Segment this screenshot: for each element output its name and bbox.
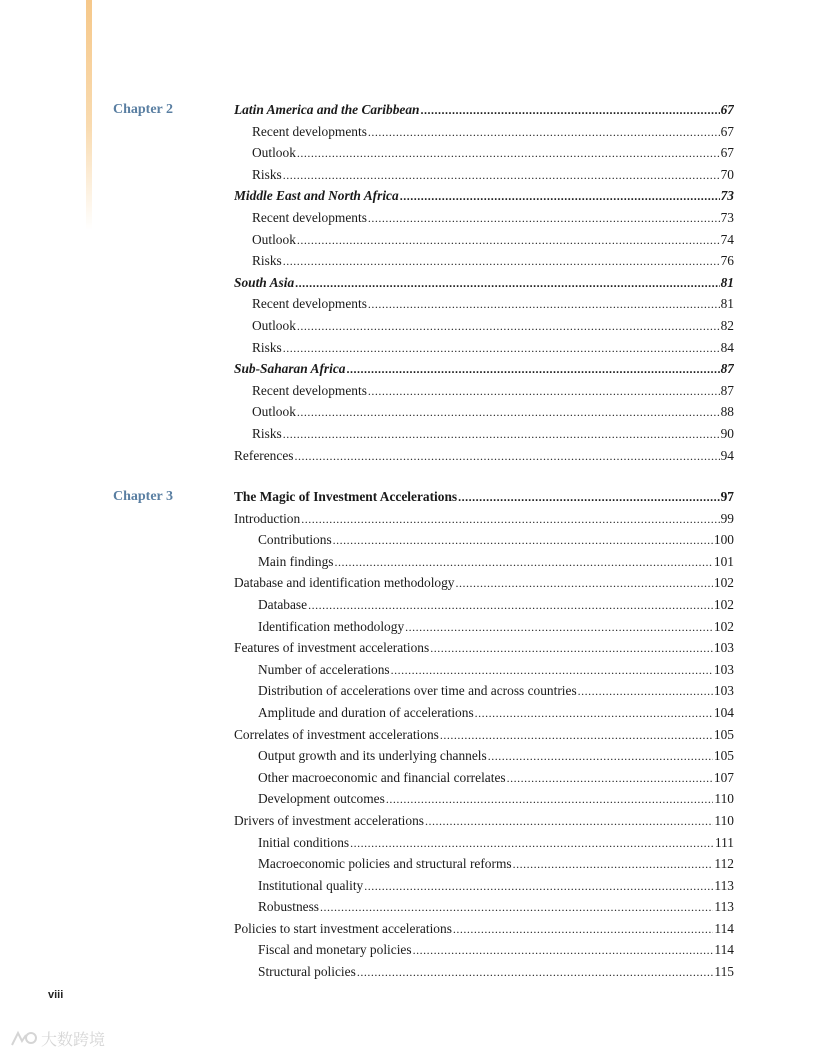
toc-dot-leader [350, 833, 714, 854]
toc-dot-leader [456, 573, 713, 594]
toc-dot-leader [488, 746, 713, 767]
toc-entry-title: Introduction [234, 510, 301, 526]
toc-dot-leader [297, 230, 720, 251]
toc-entry-title: Identification methodology [258, 618, 405, 634]
toc-entry-title: Outlook [252, 317, 296, 333]
toc-entry[interactable] [234, 853, 734, 875]
toc-entry-title: Fiscal and monetary policies [258, 942, 412, 958]
toc-entry[interactable] [234, 185, 734, 207]
toc-entry[interactable] [234, 767, 734, 789]
toc-entry[interactable] [234, 358, 734, 380]
toc-entry[interactable] [234, 315, 734, 337]
toc-dot-leader [294, 446, 719, 467]
toc-entry[interactable] [234, 121, 734, 143]
toc-entry[interactable] [234, 142, 734, 164]
toc-dot-leader [386, 789, 714, 810]
toc-entry-title: Risks [252, 425, 282, 441]
toc-entry-title: Distribution of accelerations over time and across countries [258, 683, 577, 699]
toc-entry[interactable] [234, 637, 734, 659]
toc-dot-leader [347, 359, 720, 380]
toc-dot-leader [440, 725, 713, 746]
toc-dot-leader [364, 876, 713, 897]
toc-entry-page: 99 [720, 510, 734, 526]
chapter-3-toc [234, 486, 734, 983]
toc-entry-page: 94 [720, 447, 734, 463]
toc-entry-title: Macroeconomic policies and structural reforms [258, 856, 512, 872]
watermark [8, 1027, 105, 1050]
toc-entry[interactable] [234, 875, 734, 897]
toc-entry-title: Main findings [258, 553, 334, 569]
toc-dot-leader [368, 208, 720, 229]
toc-entry[interactable] [234, 961, 734, 983]
toc-dot-leader [578, 681, 713, 702]
toc-entry[interactable] [234, 572, 734, 594]
toc-entry[interactable] [234, 380, 734, 402]
toc-dot-leader [357, 962, 714, 983]
toc-entry-page: 110 [714, 812, 734, 828]
watermark-logo-icon [8, 1029, 38, 1049]
toc-dot-leader [400, 186, 720, 207]
toc-entry-title: Latin America and the Caribbean [234, 102, 420, 117]
toc-entry[interactable] [234, 207, 734, 229]
toc-entry[interactable] [234, 616, 734, 638]
toc-entry-title: Other macroeconomic and financial correlates [258, 769, 506, 785]
toc-entry-page: 114 [714, 942, 734, 958]
toc-entry-page: 107 [713, 769, 734, 785]
toc-entry-page: 87 [720, 382, 734, 398]
toc-entry[interactable] [234, 680, 734, 702]
watermark-text: 大数跨境 [41, 1030, 106, 1049]
toc-dot-leader [283, 251, 720, 272]
toc-entry-page: 81 [720, 274, 734, 290]
toc-entry-page: 110 [714, 791, 734, 807]
toc-entry-page: 88 [720, 404, 734, 420]
toc-entry-title: Development outcomes [258, 791, 385, 807]
toc-entry-page: 84 [720, 339, 734, 355]
toc-dot-leader [421, 100, 720, 121]
toc-dot-leader [368, 381, 720, 402]
toc-dot-leader [283, 424, 720, 445]
toc-dot-leader [333, 530, 713, 551]
toc-entry[interactable] [234, 229, 734, 251]
toc-dot-leader [297, 402, 720, 423]
toc-entry-page: 102 [713, 618, 734, 634]
toc-entry-page: 73 [720, 188, 734, 204]
toc-entry-title: Risks [252, 166, 282, 182]
toc-entry-page: 73 [720, 209, 734, 225]
toc-entry-title: Sub-Saharan Africa [234, 361, 346, 377]
toc-dot-leader [283, 338, 720, 359]
toc-entry-title: Recent developments [252, 296, 367, 312]
toc-entry-title: Policies to start investment accelerations [234, 920, 452, 936]
toc-entry-title: Institutional quality [258, 877, 364, 893]
toc-entry[interactable] [234, 99, 734, 121]
chapter-3-label: Chapter 3 [113, 489, 174, 504]
toc-entry-title: References [234, 447, 294, 463]
toc-entry-title: Recent developments [252, 123, 367, 139]
toc-entry-page: 81 [720, 296, 734, 312]
toc-entry-page: 103 [713, 661, 734, 677]
toc-entry[interactable] [234, 486, 734, 508]
toc-dot-leader [413, 940, 714, 961]
toc-entry-title: Features of investment accelerations [234, 640, 430, 656]
toc-dot-leader [458, 487, 719, 508]
toc-entry-page: 114 [714, 920, 734, 936]
toc-entry[interactable] [234, 423, 734, 445]
accent-bar [86, 0, 92, 230]
toc-entry-page: 113 [714, 899, 734, 915]
toc-entry-page: 82 [720, 317, 734, 333]
toc-entry-title: Drivers of investment accelerations [234, 812, 424, 828]
toc-entry-title: Robustness [258, 899, 320, 915]
toc-dot-leader [308, 595, 713, 616]
toc-entry-title: Correlates of investment accelerations [234, 726, 439, 742]
toc-entry-page: 105 [713, 726, 734, 742]
toc-entry-page: 100 [713, 532, 734, 548]
toc-entry-title: Outlook [252, 404, 296, 420]
chapter-2-toc [234, 99, 734, 466]
toc-entry[interactable] [234, 896, 734, 918]
toc-dot-leader [513, 854, 714, 875]
toc-entry[interactable] [234, 529, 734, 551]
toc-entry-title: Recent developments [252, 209, 367, 225]
toc-entry-page: 113 [714, 877, 734, 893]
toc-entry-title: Recent developments [252, 382, 367, 398]
toc-entry-title: Contributions [258, 532, 332, 548]
chapter-2-label: Chapter 2 [113, 102, 174, 117]
page-number: viii [48, 989, 64, 1001]
toc-dot-leader [368, 122, 720, 143]
toc-entry[interactable] [234, 293, 734, 315]
toc-entry-title: Risks [252, 253, 282, 269]
toc-entry[interactable] [234, 939, 734, 961]
toc-dot-leader [320, 897, 713, 918]
toc-entry-page: 67 [720, 123, 734, 139]
toc-entry-page: 97 [720, 489, 734, 504]
toc-entry-title: Amplitude and duration of accelerations [258, 704, 474, 720]
toc-entry-page: 103 [713, 640, 734, 656]
toc-dot-leader [368, 294, 720, 315]
toc-dot-leader [283, 165, 720, 186]
toc-dot-leader [295, 273, 719, 294]
toc-entry-page: 70 [720, 166, 734, 182]
toc-entry-page: 111 [714, 834, 734, 850]
toc-entry[interactable] [234, 594, 734, 616]
toc-dot-leader [430, 638, 713, 659]
toc-entry[interactable] [234, 810, 734, 832]
toc-dot-leader [507, 768, 713, 789]
toc-entry[interactable] [234, 508, 734, 530]
toc-dot-leader [297, 316, 720, 337]
toc-entry-page: 104 [713, 704, 734, 720]
toc-entry[interactable] [234, 702, 734, 724]
toc-entry-title: South Asia [234, 274, 295, 290]
toc-entry-title: The Magic of Investment Accelerations [234, 489, 458, 504]
toc-entry[interactable] [234, 337, 734, 359]
toc-dot-leader [391, 660, 713, 681]
toc-entry-title: Database [258, 596, 308, 612]
toc-dot-leader [335, 552, 713, 573]
toc-entry-page: 90 [720, 425, 734, 441]
toc-entry-page: 105 [713, 748, 734, 764]
toc-entry-page: 67 [720, 102, 734, 117]
toc-entry-page: 74 [720, 231, 734, 247]
toc-entry[interactable] [234, 788, 734, 810]
toc-entry-title: Structural policies [258, 964, 356, 980]
toc-entry-title: Outlook [252, 145, 296, 161]
toc-entry-title: Risks [252, 339, 282, 355]
toc-entry[interactable] [234, 659, 734, 681]
toc-entry-title: Database and identification methodology [234, 575, 455, 591]
toc-entry-page: 112 [714, 856, 734, 872]
toc-entry[interactable] [234, 445, 734, 467]
toc-entry-page: 76 [720, 253, 734, 269]
toc-entry[interactable] [234, 250, 734, 272]
toc-dot-leader [297, 143, 720, 164]
toc-entry[interactable] [234, 724, 734, 746]
toc-entry-page: 115 [714, 964, 734, 980]
toc-entry[interactable] [234, 918, 734, 940]
toc-dot-leader [425, 811, 713, 832]
toc-entry[interactable] [234, 551, 734, 573]
toc-entry-page: 103 [713, 683, 734, 699]
toc-dot-leader [301, 509, 719, 530]
toc-entry-page: 102 [713, 575, 734, 591]
toc-entry-title: Middle East and North Africa [234, 188, 399, 204]
toc-entry[interactable] [234, 745, 734, 767]
toc-entry-title: Output growth and its underlying channels [258, 748, 487, 764]
toc-entry[interactable] [234, 832, 734, 854]
toc-entry[interactable] [234, 272, 734, 294]
toc-entry-title: Outlook [252, 231, 296, 247]
toc-dot-leader [405, 617, 713, 638]
toc-entry-title: Number of accelerations [258, 661, 390, 677]
toc-dot-leader [453, 919, 714, 940]
toc-entry[interactable] [234, 164, 734, 186]
toc-entry-page: 102 [713, 596, 734, 612]
toc-dot-leader [475, 703, 713, 724]
toc-entry-page: 87 [720, 361, 734, 377]
toc-entry-page: 101 [713, 553, 734, 569]
toc-entry-title: Initial conditions [258, 834, 350, 850]
toc-entry-page: 67 [720, 145, 734, 161]
toc-entry[interactable] [234, 401, 734, 423]
